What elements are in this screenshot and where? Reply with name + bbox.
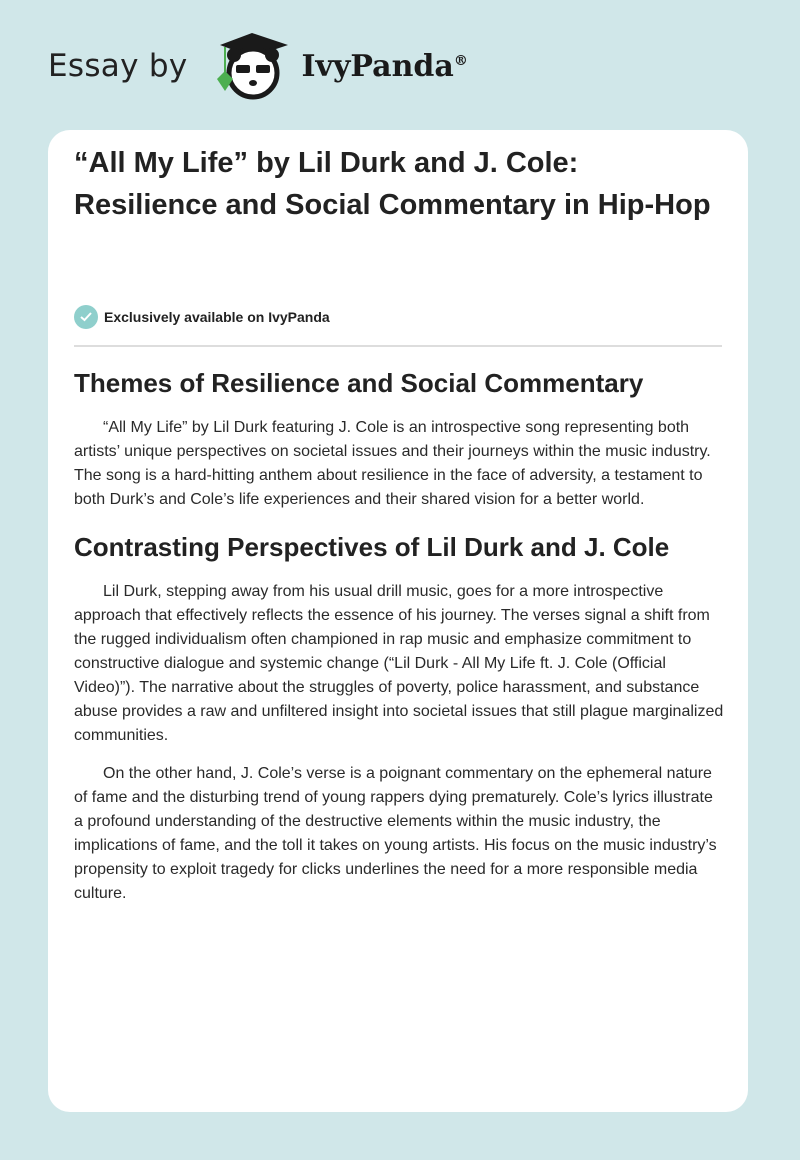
page-title: “All My Life” by Lil Durk and J. Cole: Resilience and Social Commentary in Hip-Hop	[74, 147, 711, 221]
essay-by-label: Essay by	[48, 48, 188, 84]
paragraph: On the other hand, J. Cole’s verse is a poignant commentary on the ephemeral nature of fame and the disturbing trend of young rappers dying prematurely. Cole’s lyrics illustrate a profound understanding of the destructive elements within the music industry, the implications of fame, and the toll it takes on young artists. His focus on the music industry’s propensity to exploit tragedy for clicks underlines the need for a more responsible media culture.	[74, 765, 717, 902]
paragraph: “All My Life” by Lil Durk featuring J. Cole is an introspective song representing both artists’ unique perspectives on societal issues and their journeys within the music industry. The song is a hard-hitting anthem about resilience in the face of adversity, a testament to both Durk’s and Cole’s life experiences and their shared vision for a better world.	[74, 419, 711, 508]
essay-body	[74, 362, 724, 920]
exclusive-badge	[74, 305, 330, 329]
paragraph: Lil Durk, stepping away from his usual drill music, goes for a more introspective approach that effectively reflects the essence of his journey. The verses signal a shift from the rugged individualism often championed in rap music and emphasize commitment to constructive dialogue and systemic change (“Lil Durk - All My Life ft. J. Cole (Official Video)”). The narrative about the struggles of poverty, police harassment, and substance abuse provides a raw and unfiltered insight into societal issues that still plague marginalized communities.	[74, 583, 724, 744]
panda-logo-icon[interactable]	[206, 31, 296, 101]
brand-name: IvyPanda®	[301, 48, 468, 84]
divider	[74, 345, 722, 347]
badge-text: Exclusively available on IvyPanda	[104, 309, 330, 325]
check-icon	[74, 305, 98, 329]
section-heading: Contrasting Perspectives of Lil Durk and J. Cole	[74, 532, 670, 562]
site-header	[48, 34, 468, 98]
essay-card	[48, 130, 748, 1112]
section-heading: Themes of Resilience and Social Commentary	[74, 368, 644, 398]
